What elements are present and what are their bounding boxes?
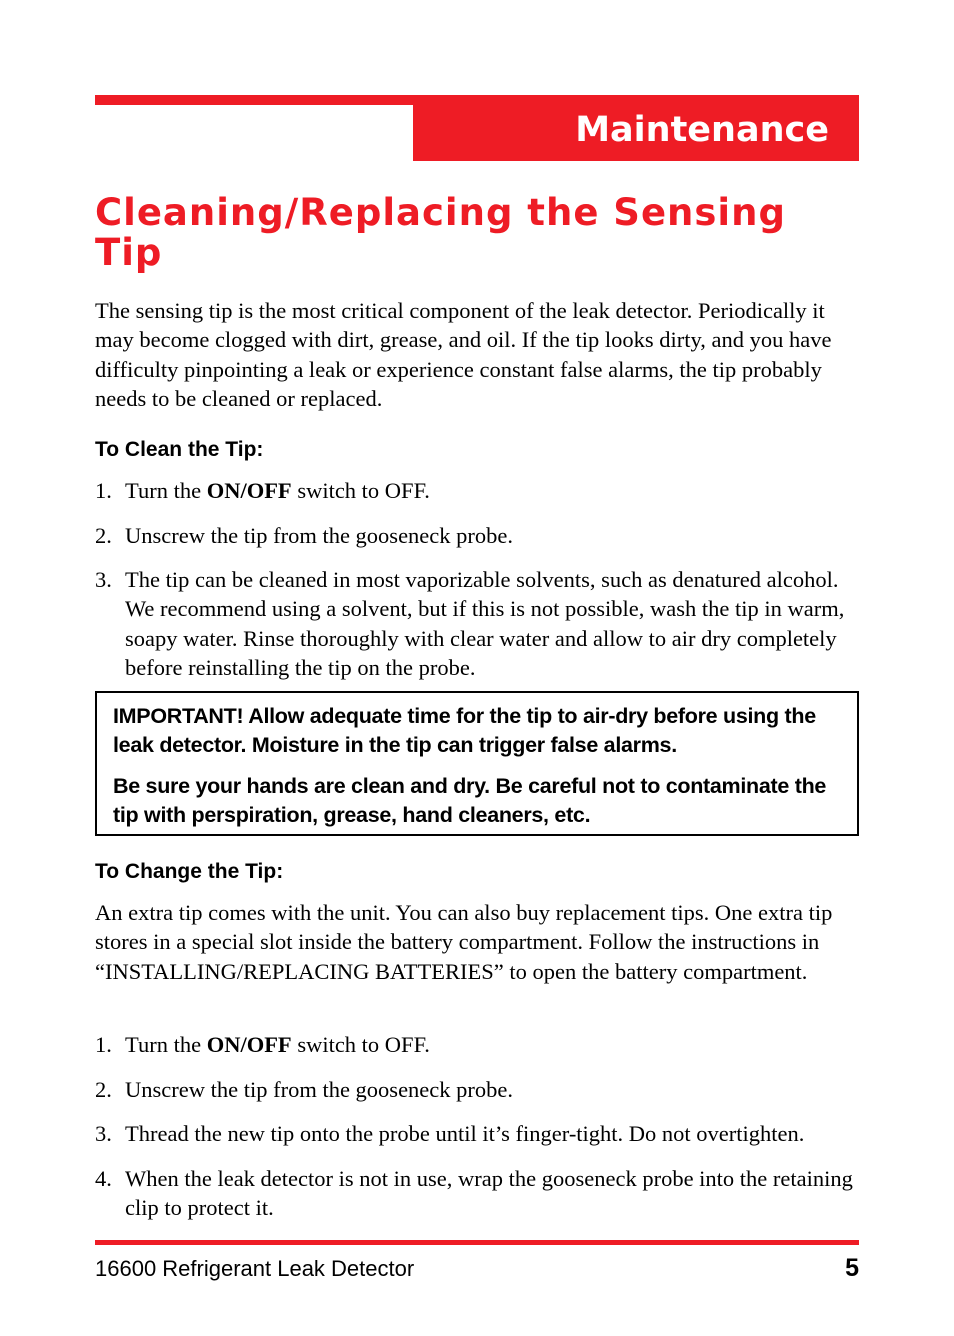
step-number: 2. <box>95 523 112 548</box>
footer-rule <box>95 1240 859 1245</box>
section-title: Maintenance <box>575 110 829 150</box>
footer-document-title: 16600 Refrigerant Leak Detector <box>95 1256 415 1281</box>
important-notice <box>95 691 859 836</box>
step-number: 1. <box>95 1032 112 1057</box>
step-number: 4. <box>95 1166 112 1191</box>
change-step-2 <box>95 1075 860 1104</box>
change-step-3 <box>95 1119 860 1148</box>
step-number: 1. <box>95 478 112 503</box>
step-text: When the leak detector is not in use, wrap the gooseneck probe into the retaining clip to protect it. <box>125 1166 853 1221</box>
step-text: Turn the <box>125 478 207 503</box>
step-bold: ON/OFF <box>206 1032 292 1057</box>
page-title: Cleaning/Replacing the Sensing Tip <box>95 191 786 274</box>
step-number: 3. <box>95 567 112 592</box>
page-number: 5 <box>845 1254 859 1282</box>
clean-step-1 <box>95 476 860 505</box>
clean-step-2 <box>95 521 860 550</box>
step-text: switch to OFF. <box>291 478 430 503</box>
step-text: The tip can be cleaned in most vaporizable solvents, such as denatured alcohol. We recommend using a solvent, but if this is not possible, wash the tip in warm, soapy water. Rinse thoroughly with clear water and allow to air dry completely before reinstalling the tip on the probe. <box>125 567 845 680</box>
step-text: Unscrew the tip from the gooseneck probe. <box>125 523 514 548</box>
clean-heading: To Clean the Tip: <box>95 438 264 461</box>
intro-paragraph: The sensing tip is the most critical component of the leak detector. Periodically it may become clogged with dirt, grease, and oil. If the tip looks dirty, and you have difficulty pinpointing a leak or experience constant false alarms, the tip probably needs to be cleaned or replaced. <box>95 298 832 411</box>
change-intro: An extra tip comes with the unit. You can also buy replacement tips. One extra tip stores in a special slot inside the battery compartment. Follow the instructions in “INSTALLING/REPLACING BATTERIES” to open the battery compartment. <box>95 900 833 984</box>
step-text: Thread the new tip onto the probe until it’s finger-tight. Do not overtighten. <box>125 1121 805 1146</box>
clean-step-3 <box>95 565 860 682</box>
step-bold: ON/OFF <box>206 478 292 503</box>
step-text: Unscrew the tip from the gooseneck probe. <box>125 1077 514 1102</box>
step-text: Turn the <box>125 1032 207 1057</box>
change-heading: To Change the Tip: <box>95 860 284 883</box>
notice-important: IMPORTANT! Allow adequate time for the tip to air-dry before using the leak detector. Moisture in the tip can trigger false alarms. <box>113 704 816 757</box>
change-step-4 <box>95 1164 860 1223</box>
section-banner <box>413 95 859 161</box>
step-number: 3. <box>95 1121 112 1146</box>
step-text: switch to OFF. <box>291 1032 430 1057</box>
change-step-1 <box>95 1030 860 1059</box>
step-number: 2. <box>95 1077 112 1102</box>
notice-hands: Be sure your hands are clean and dry. Be careful not to contaminate the tip with perspiration, grease, hand cleaners, etc. <box>113 774 827 827</box>
